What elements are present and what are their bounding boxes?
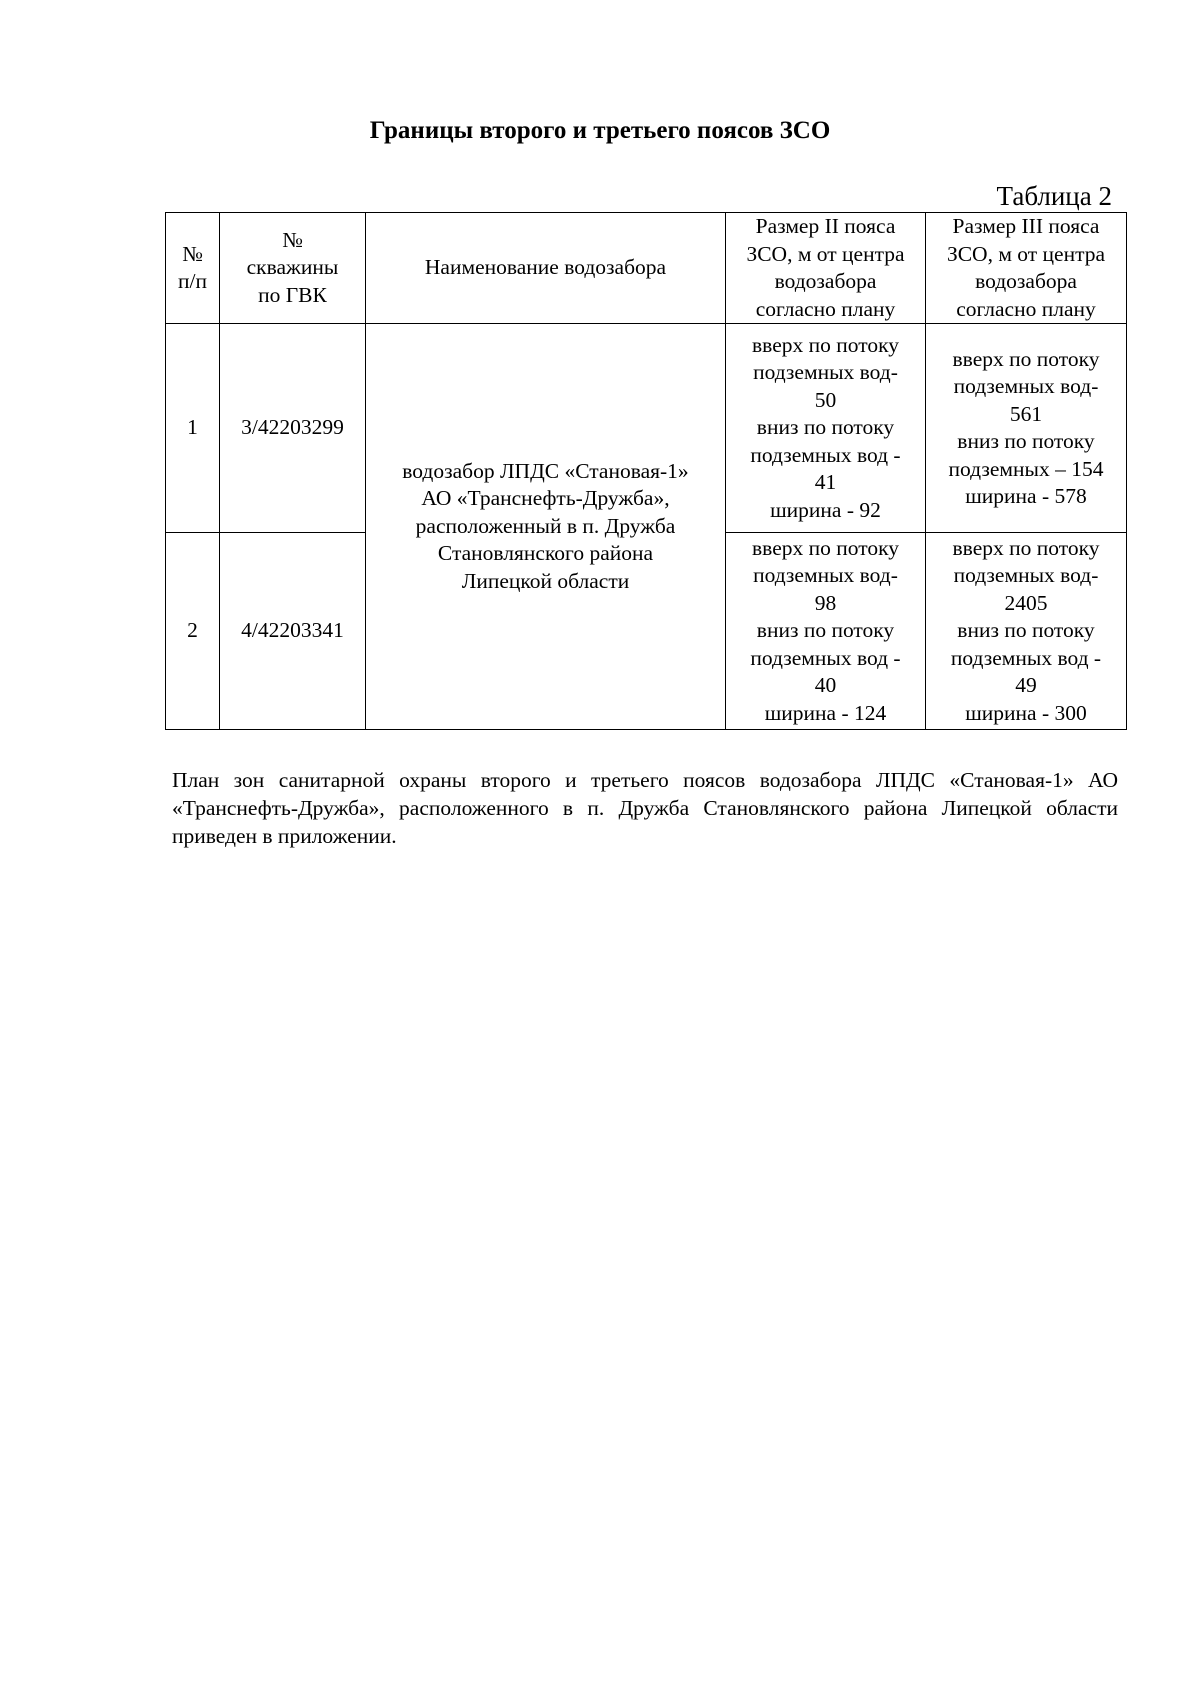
row-zone3: вверх по потоку подземных вод- 561 вниз по потоку подземных – 154 ширина - 578: [926, 324, 1127, 533]
row-zone2: вверх по потоку подземных вод- 98 вниз по потоку подземных вод - 40 ширина - 124: [726, 533, 926, 730]
intake-name-cell: водозабор ЛПДС «Становая-1» АО «Транснефть-Дружба», расположенный в п. Дружба Становлянского района Липецкой области: [366, 324, 726, 730]
zso-table: [165, 212, 1127, 730]
row-well: 4/42203341: [220, 533, 366, 730]
header-name: Наименование водозабора: [366, 213, 726, 324]
page-title: Границы второго и третьего поясов ЗСО: [369, 117, 831, 144]
header-num: № п/п: [166, 213, 220, 324]
table-header-row: [166, 213, 1127, 324]
row-well: 3/42203299: [220, 324, 366, 533]
row-zone3: вверх по потоку подземных вод- 2405 вниз по потоку подземных вод - 49 ширина - 300: [926, 533, 1127, 730]
row-num: 1: [166, 324, 220, 533]
header-well: № скважины по ГВК: [220, 213, 366, 324]
row-zone2: вверх по потоку подземных вод- 50 вниз по потоку подземных вод - 41 ширина - 92: [726, 324, 926, 533]
header-zone2: Размер II пояса ЗСО, м от центра водозабора согласно плану: [726, 213, 926, 324]
table-caption: Таблица 2: [996, 181, 1112, 211]
row-num: 2: [166, 533, 220, 730]
table-row: [166, 324, 1127, 533]
note-paragraph: План зон санитарной охраны второго и третьего поясов водозабора ЛПДС «Становая-1» АО «Транснефть-Дружба», расположенного в п. Дружба Становлянского района Липецкой области приведен в приложении.: [172, 768, 1118, 848]
header-zone3: Размер III пояса ЗСО, м от центра водозабора согласно плану: [926, 213, 1127, 324]
